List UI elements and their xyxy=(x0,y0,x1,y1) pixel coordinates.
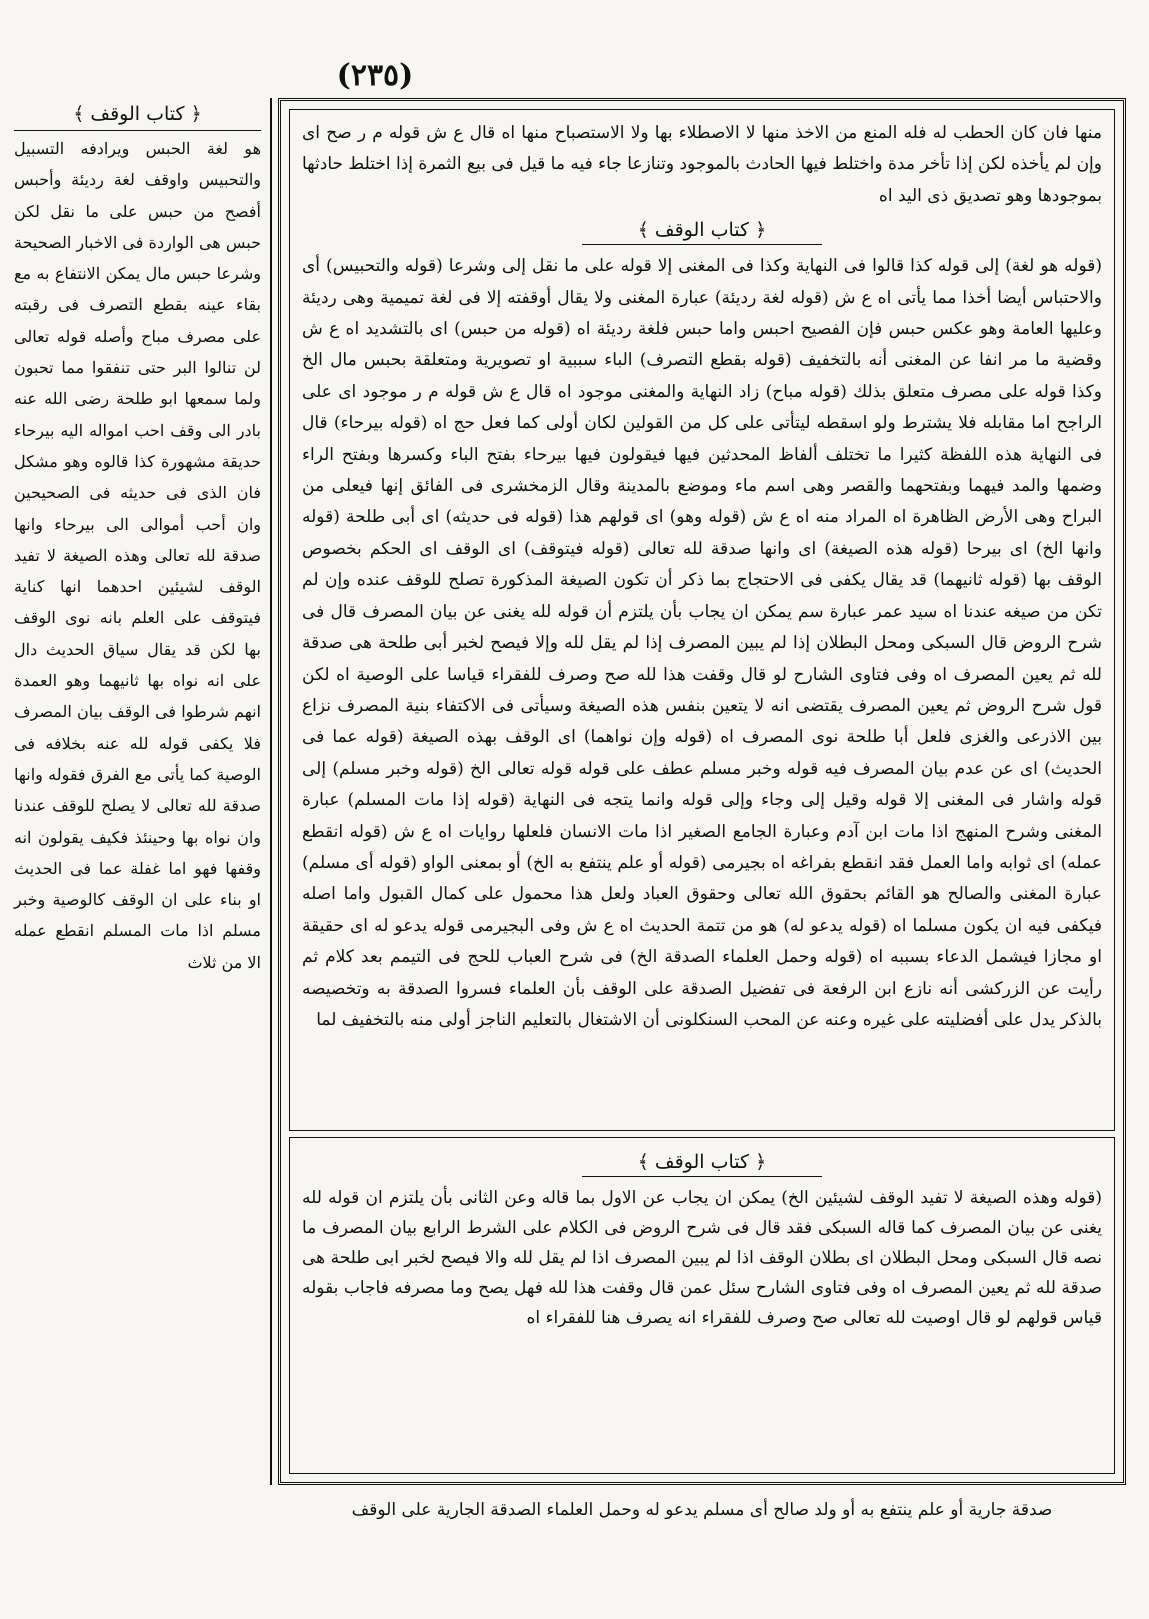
bottom-paragraph: (قوله وهذه الصيغة لا تفيد الوقف لشيئين الخ) يمكن ان يجاب عن الاول بما قاله وعن الثانى بأن يلتزم ان قوله لله يغنى عن بيان المصرف كما قاله السبكى فقد قال فى شرح الروض فى الكلام على الشرط الرابع بيان المصرف ما نصه قال السبكى ومحل البطلان اى بطلان الوقف اذا لم يبين المصرف اذا لم يقل لله والا فيصح لخبر ابى طلحة هى صدقة لله ثم يعين المصرف اه وفى فتاوى الشارح سئل عمن قال وقفت هذا لله فهل يصح وما مصرفه فاجاب بقوله قياس قولهم لو قال اوصيت لله تعالى صح وصرف للفقراء انه يصرف هنا للفقراء اه xyxy=(302,1188,1102,1328)
main-paragraph-1: منها فان كان الحطب له فله المنع من الاخذ منها لا الاصطلاء بها ولا الاستصباح منها اه قال ع ش قوله م ر صح اى وإن لم يأخذه لكن إذا تأخر مدة واختلط فيها الحادث بالموجود وتنازعا جاء فيه ما قيل فى بيع الثمرة إذا اختلط حادثها بموجودها وهو تصديق ذى اليد اه xyxy=(302,123,1102,206)
column-divider xyxy=(270,98,272,1485)
footer-line xyxy=(278,1488,1126,1536)
side-text: هو لغة الحبس ويرادفه التسبيل والتحبيس واوقف لغة رديئة وأحبس أفصح من حبس على ما نقل لكن حبس هى الواردة فى الاخبار الصحيحة وشرعا حبس مال يمكن الانتفاع به مع بقاء عينه بقطع التصرف فى رقبته على مصرف مباح وأصله قوله تعالى لن تنالوا البر حتى تنفقوا مما تحبون ولما سمعها ابو طلحة رضى الله عنه بادر الى وقف احب امواله اليه بيرحاء حديقة مشهورة كذا قالوه وهو مشكل فان الذى فى حديثه فى الصحيحين وان أحب أموالى الى بيرحاء وانها صدقة لله تعالى وهذه الصيغة لا تفيد الوقف لشيئين احدهما انها كناية فيتوقف على العلم بانه نوى الوقف بها لكن قد يقال سياق الحديث دال على انه نواه بها ثانيهما وهو العمدة انهم شرطوا فى الوقف بيان المصرف فلا يكفى قوله لله عنه بخلافه فى الوصية كما يأتى مع الفرق فقوله وانها صدقة لله تعالى لا يصلح للوقف عندنا وان نواه بها وحينئذ فكيف يقولون انه وقفها فهو اما غفلة عما فى الحديث او بناء على ان الوقف كالوصية وخبر مسلم اذا مات المسلم انقطع عمله الا من ثلاث xyxy=(14,139,261,972)
footer-text: صدقة جارية أو علم ينتفع به أو ولد صالح أى مسلم يدعو له وحمل العلماء الصدقة الجارية على الوقف xyxy=(351,1500,1053,1520)
main-heading: ﴿ كتاب الوقف ﴾ xyxy=(582,216,822,245)
main-commentary xyxy=(289,109,1115,1131)
side-heading: ﴿ كتاب الوقف ﴾ xyxy=(14,98,261,131)
bottom-commentary xyxy=(289,1137,1115,1474)
main-frame xyxy=(278,98,1126,1485)
side-commentary xyxy=(10,98,265,1485)
bottom-heading: ﴿ كتاب الوقف ﴾ xyxy=(582,1148,822,1177)
page-number: (٢٣٥) xyxy=(336,58,414,93)
main-paragraph-2: (قوله هو لغة) إلى قوله كذا قالوا فى النهاية وكذا فى المغنى إلا قوله على ما نقل إلى وشرعا (قوله والتحبيس) أى والاحتباس أيضا أخذا مما يأتى اه ع ش (قوله لغة رديئة) عبارة المغنى ولا يقال أوقفته إلا فى لغة تميمية وهى رديئة وعليها العامة وهو عكس حبس فإن الفصيح احبس واما حبس فلغة رديئة اه (قوله من حبس) اى بالتشديد اه ع ش وقضية ما مر انفا عن المغنى أنه بالتخفيف (قوله بقطع التصرف) الباء سببية او تصويرية ومتعلقة بحبس مال الخ وكذا قوله على مصرف متعلق بذلك (قوله مباح) زاد النهاية والمغنى موجود اه قال ع ش قوله م ر موجود اى على الراجح اما مقابله فلا يشترط ولو اسقطه ليتأتى على كل من القولين لكان أولى كما فعل حج اه (قوله بيرحاء) قال فى النهاية هذه اللفظة كثيرا ما تختلف ألفاظ المحدثين فيها فيقولون فيها بيرحاء بفتح الباء وكسرها وبفتح الراء وضمها والمد فيهما وبفتحهما والقصر وهى اسم ماء وموضع بالمدينة وقال الزمخشرى فى الفائق إنها فيعلى من البراح وهى الأرض الظاهرة اه المراد منه اه ع ش (قوله وهو) اى قولهم هذا (قوله فى حديثه) اى أبى طلحة (قوله وانها الخ) اى بيرحا (قوله هذه الصيغة) اى وانها صدقة لله تعالى (قوله فيتوقف) اى الوقف اى الحكم بخصوص الوقف بها (قوله ثانيهما) قد يقال يكفى فى الاحتجاج بما ذكر أن تكون الصيغة المذكورة تصلح للوقف عنده وإن لم تكن من صيغه عندنا اه سيد عمر عبارة سم يمكن ان يجاب بأن يلتزم أن قوله لله يغنى عن بيان المصرف قال فى شرح الروض قال السبكى ومحل البطلان إذا لم يبين المصرف إذا لم يقل لله وإلا فيصح لخبر أبى طلحة هى صدقة لله ثم يعين المصرف اه وفى فتاوى الشارح لو قال وقفت هذا لله صح وصرف للفقراء قياسا على الوصية اه لكن قول شرح الروض ثم يعين المصرف يقتضى انه لا يتعين بنفس هذه الصيغة وسيأتى فى الاكتفاء بنية المصرف نزاع بين الاذرعى والغزى فلعل أبا طلحة نوى المصرف اه (قوله وإن نواهما) اى الوقف بهذه الصيغة (قوله عما فى الحديث) اى عن عدم بيان المصرف فيه قوله وخبر مسلم عطف على قوله قوله تعالى الخ (قوله وخبر مسلم) إلى قوله واشار فى المغنى إلا قوله وقيل إلى وجاء وإلى قوله وانما يتجه فى النهاية (قوله إذا مات المسلم) عبارة المغنى وشرح المنهج اذا مات ابن آدم وعبارة الجامع الصغير اذا مات الانسان فلعلها روايات اه ع ش (قوله انقطع عمله) اى ثوابه واما العمل فقد انقطع بفراغه اه بجيرمى (قوله أو علم ينتفع به الخ) أو بمعنى الواو (قوله أى مسلم) عبارة المغنى والصالح هو القائم بحقوق الله تعالى وحقوق العباد ولعل هذا محمول على كمال القبول واما اصله فيكفى فيه ان يكون مسلما اه (قوله يدعو له) هو من تتمة الحديث اه ع ش وفى البجيرمى قوله يدعو له اى حقيقة او مجازا فيشمل الدعاء بسببه اه (قوله وحمل العلماء الصدقة الخ) فى شرح العباب للحج فى التيمم بعد كلام ثم رأيت عن الزركشى أنه نازع ابن الرفعة فى تفضيل الصدقة على الوقف بأن العلماء فسروا الصدقة به وتخصيصه بالذكر يدل على أفضليته على غيره وعنه عن المحب السنكلونى أن الاشتغال بالتعليم الناجز أولى منه بالتخفيف لما xyxy=(302,256,1102,1030)
